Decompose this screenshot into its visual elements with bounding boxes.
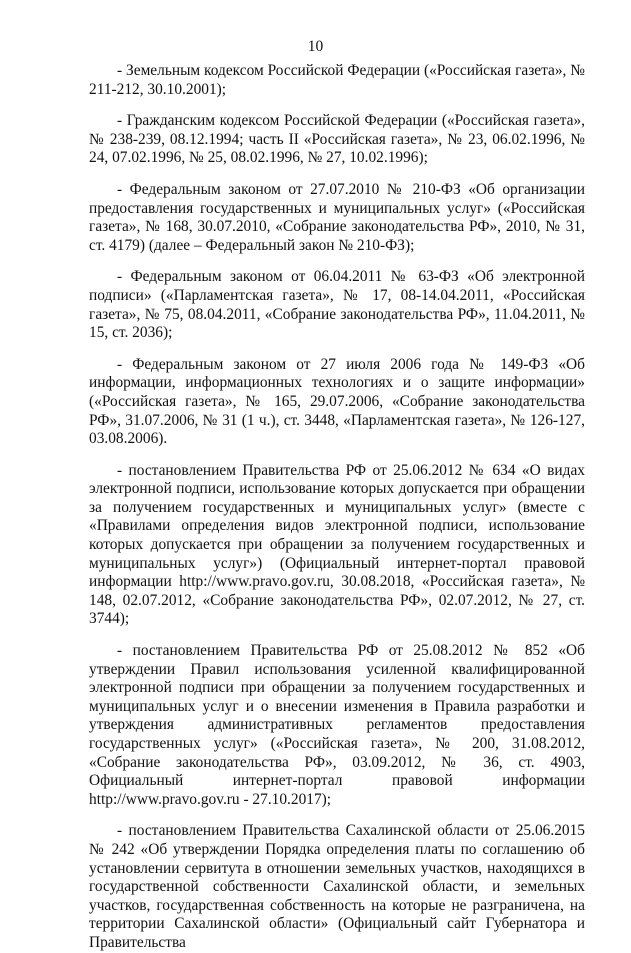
paragraph-law-149fz: - Федеральным законом от 27 июля 2006 года № 149-ФЗ «Об информации, информационных технологиях и о защите информации» («Российская газета», № 165, 29.07.2006, «Собрание законодательства РФ», 31.07.2006, № 31 (1 ч.), ст. 3448, «Парламентская газета», № 126-127, 03.08.2006). <box>89 355 585 448</box>
paragraph-resolution-852: - постановлением Правительства РФ от 25.08.2012 № 852 «Об утверждении Правил использования усиленной квалифицированной электронной подписи при обращении за получением государственных и муниципальных услуг и о внесении изменения в Правила разработки и утверждения административных регламентов предоставления государственных услуг» («Российская газета», № 200, 31.08.2012, «Собрание законодательства РФ», 03.09.2012, № 36, ст. 4903, Официальный интернет-портал правовой информации http://www.pravo.gov.ru - 27.10.2017); <box>89 642 585 808</box>
paragraph-civil-code: - Гражданским кодексом Российской Федерации («Российская газета», № 238-239, 08.12.1994; часть II «Российская газета», № 23, 06.02.1996, № 24, 07.02.1996, № 25, 08.02.1996, № 27, 10.02.1996); <box>89 112 585 167</box>
paragraph-law-63fz: - Федеральным законом от 06.04.2011 № 63-ФЗ «Об электронной подписи» («Парламентская газета», № 17, 08-14.04.2011, «Российская газета», № 75, 08.04.2011, «Собрание законодательства РФ», 11.04.2011, № 15, ст. 2036); <box>89 268 585 342</box>
paragraph-land-code: - Земельным кодексом Российской Федерации («Российская газета», № 211-212, 30.10.2001); <box>89 62 585 98</box>
page-number: 10 <box>307 38 324 55</box>
paragraph-law-210fz: - Федеральным законом от 27.07.2010 № 210-ФЗ «Об организации предоставления государственных и муниципальных услуг» («Российская газета», № 168, 30.07.2010, «Собрание законодательства РФ», 2010, № 31, ст. 4179) (далее – Федеральный закон № 210-ФЗ); <box>89 180 585 254</box>
document-body <box>89 62 585 953</box>
paragraph-resolution-634: - постановлением Правительства РФ от 25.06.2012 № 634 «О видах электронной подписи, использование которых допускается при обращении за получением государственных и муниципальных услуг» (вместе с «Правилами определения видов электронной подписи, использование которых допускается при обращении за получением государственных и муниципальных услуг») (Официальный интернет-портал правовой информации http://www.pravo.gov.ru, 30.08.2018, «Российская газета», № 148, 02.07.2012, «Собрание законодательства РФ», 02.07.2012, № 27, ст. 3744); <box>89 461 585 628</box>
paragraph-sakhalin-resolution-242: - постановлением Правительства Сахалинской области от 25.06.2015 № 242 «Об утверждении Порядка определения платы по соглашению об установлении сервитута в отношении земельных участков, находящихся в государственной собственности Сахалинской области, и земельных участков, государственная собственность на которые не разграничена, на территории Сахалинской области» (Официальный сайт Губернатора и Правительства <box>89 822 585 951</box>
